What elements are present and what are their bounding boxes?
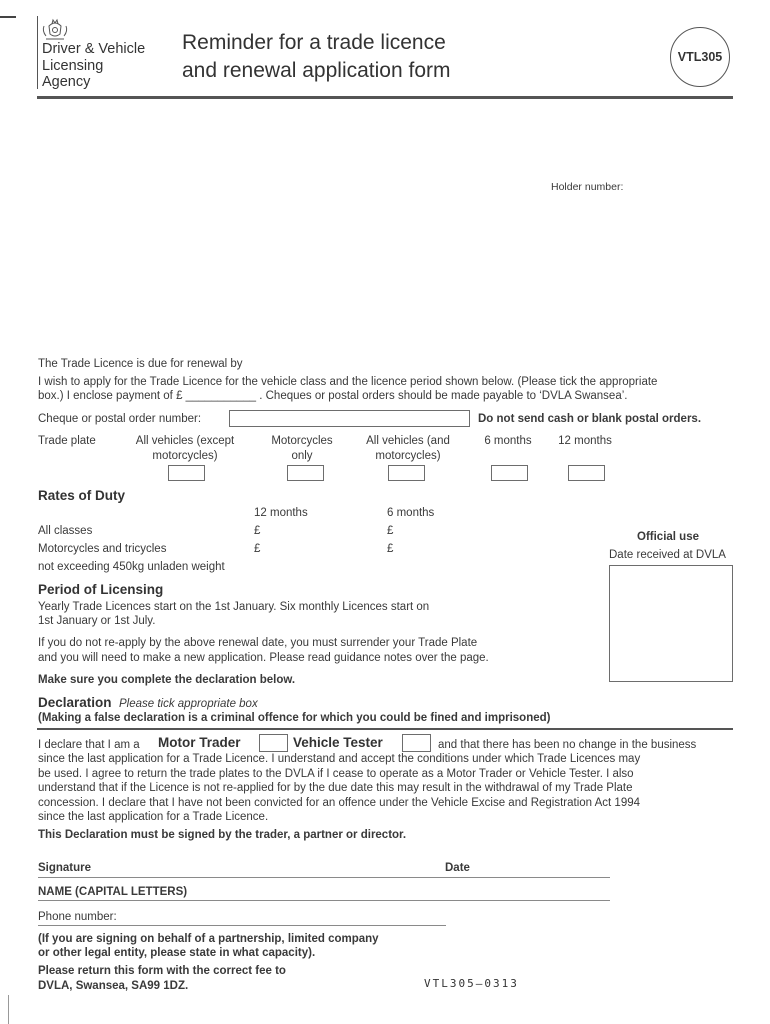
declaration-heading-row bbox=[38, 694, 258, 712]
partnership-note-line: or other legal entity, please state in what capacity). bbox=[38, 947, 316, 959]
return-note-line: DVLA, Swansea, SA99 1DZ. bbox=[38, 980, 189, 992]
rates-heading: Rates of Duty bbox=[38, 488, 126, 503]
trade-plate-label: Trade plate bbox=[38, 435, 96, 447]
rates-row-2-label: Motorcycles and tricycles bbox=[38, 543, 167, 555]
date-field[interactable] bbox=[478, 858, 610, 878]
official-use-heading: Official use bbox=[637, 531, 699, 543]
no-cash-note: Do not send cash or blank postal orders. bbox=[478, 413, 702, 425]
checkbox-all-vehicles-except[interactable] bbox=[168, 465, 205, 481]
checkbox-all-vehicles-and[interactable] bbox=[388, 465, 425, 481]
cheque-label: Cheque or postal order number: bbox=[38, 413, 202, 425]
period-heading: Period of Licensing bbox=[38, 582, 164, 597]
signer-note: This Declaration must be signed by the trader, a partner or director. bbox=[38, 829, 407, 841]
option-label-line: motorcycles) bbox=[375, 449, 441, 462]
form-reference: VTL305–0313 bbox=[424, 977, 519, 990]
period-line: Yearly Trade Licences start on the 1st January. Six monthly Licences start on bbox=[38, 601, 430, 613]
agency-name-line: Agency bbox=[42, 74, 91, 90]
declaration-body-line: since the last application for a Trade Licence. bbox=[38, 811, 269, 823]
phone-label: Phone number: bbox=[38, 911, 117, 923]
crop-mark-top bbox=[0, 16, 16, 18]
period-line: If you do not re-apply by the above renewal date, you must surrender your Trade Plate bbox=[38, 637, 478, 649]
rates-row-2-sub: not exceeding 450kg unladen weight bbox=[38, 561, 225, 573]
phone-field[interactable] bbox=[130, 907, 446, 925]
motor-trader-label: Motor Trader bbox=[158, 735, 241, 750]
option-label-motorcycles bbox=[260, 434, 344, 463]
rate-6-all-classes: £ bbox=[387, 525, 394, 537]
rates-col-6: 6 months bbox=[387, 507, 435, 519]
checkbox-motorcycles-only[interactable] bbox=[287, 465, 324, 481]
declaration-body-line: concession. I declare that I have not been convicted for an offence under the Vehicle Excise and Registration Act 1994 bbox=[38, 797, 641, 809]
declare-suffix: and that there has been no change in the business bbox=[438, 739, 697, 751]
rate-6-motorcycles: £ bbox=[387, 543, 394, 555]
option-label-line: All vehicles (except bbox=[135, 435, 235, 447]
name-field[interactable] bbox=[210, 882, 610, 900]
option-label-line: only bbox=[291, 449, 313, 462]
return-note-line: Please return this form with the correct fee to bbox=[38, 965, 286, 977]
apply-line-2-b: . Cheques or postal orders should be made payable to ‘DVLA Swansea’. bbox=[259, 390, 628, 402]
option-label-6-months: 6 months bbox=[484, 435, 532, 447]
form-code-badge bbox=[670, 27, 730, 87]
payment-amount-blank[interactable]: ___________ bbox=[185, 390, 257, 402]
phone-rule bbox=[38, 925, 446, 926]
checkbox-vehicle-tester[interactable] bbox=[402, 734, 431, 752]
declaration-body-line: understand that if the Licence is not re-applied for by the due date this may result in the withdrawal of my Trade Plate bbox=[38, 782, 633, 794]
rates-col-12: 12 months bbox=[254, 507, 308, 519]
declaration-heading: Declaration bbox=[38, 695, 112, 710]
declaration-hint: Please tick appropriate box bbox=[118, 698, 258, 710]
signature-rule bbox=[38, 877, 610, 878]
vehicle-tester-label: Vehicle Tester bbox=[293, 735, 383, 750]
option-label-12-months: 12 months bbox=[558, 435, 612, 447]
complete-note: Make sure you complete the declaration below. bbox=[38, 674, 296, 686]
agency-logo-rule bbox=[37, 16, 38, 89]
form-code: VTL305 bbox=[677, 50, 723, 64]
name-label: NAME (CAPITAL LETTERS) bbox=[38, 886, 188, 898]
holder-number-label: Holder number: bbox=[551, 181, 624, 193]
rates-row-1-label: All classes bbox=[38, 525, 93, 537]
crop-mark-side bbox=[8, 995, 9, 1024]
form-title-line: and renewal application form bbox=[182, 59, 451, 82]
apply-line-2-a: box.) I enclose payment of £ bbox=[38, 390, 183, 402]
partnership-note-line: (If you are signing on behalf of a partnership, limited company bbox=[38, 933, 379, 945]
declaration-body-line: be used. I agree to return the trade plates to the DVLA if I cease to operate as a Motor Trader or Vehicle Tester. I also bbox=[38, 768, 634, 780]
declaration-divider bbox=[37, 728, 733, 730]
cheque-number-input[interactable] bbox=[229, 410, 470, 427]
period-line: and you will need to make a new application. Please read guidance notes over the page. bbox=[38, 652, 489, 664]
option-label-all-and bbox=[352, 434, 464, 463]
checkbox-12-months[interactable] bbox=[568, 465, 605, 481]
rate-12-motorcycles: £ bbox=[254, 543, 261, 555]
agency-name-line: Licensing bbox=[42, 57, 104, 74]
agency-name bbox=[42, 41, 145, 91]
period-line: 1st January or 1st July. bbox=[38, 615, 156, 627]
checkbox-motor-trader[interactable] bbox=[259, 734, 288, 752]
official-use-box bbox=[609, 565, 733, 682]
form-title-line: Reminder for a trade licence bbox=[182, 31, 446, 54]
renewal-due-text: The Trade Licence is due for renewal by bbox=[38, 358, 243, 370]
option-label-line: motorcycles) bbox=[152, 449, 218, 462]
option-label-all-except bbox=[123, 434, 247, 463]
rate-12-all-classes: £ bbox=[254, 525, 261, 537]
apply-line-2 bbox=[38, 389, 627, 404]
signature-label: Signature bbox=[38, 862, 92, 874]
option-label-line: All vehicles (and bbox=[366, 435, 450, 447]
date-received-label: Date received at DVLA bbox=[609, 549, 726, 561]
apply-line-1: I wish to apply for the Trade Licence for the vehicle class and the licence period shown below. (Please tick the appropriate bbox=[38, 376, 658, 388]
declaration-warning: (Making a false declaration is a criminal offence for which you could be fined and imprisoned) bbox=[38, 712, 551, 724]
header-divider bbox=[37, 96, 733, 99]
declaration-body-line: since the last application for a Trade Licence. I understand and accept the conditions under which Trade Licences may bbox=[38, 753, 641, 765]
date-label: Date bbox=[445, 862, 470, 874]
agency-name-line: Driver & Vehicle bbox=[42, 41, 146, 57]
declare-prefix: I declare that I am a bbox=[38, 739, 140, 751]
form-title bbox=[182, 29, 451, 85]
signature-field[interactable] bbox=[100, 858, 435, 878]
name-rule bbox=[38, 900, 610, 901]
checkbox-6-months[interactable] bbox=[491, 465, 528, 481]
option-label-line: Motorcycles bbox=[271, 435, 333, 447]
crest-icon bbox=[40, 17, 70, 41]
